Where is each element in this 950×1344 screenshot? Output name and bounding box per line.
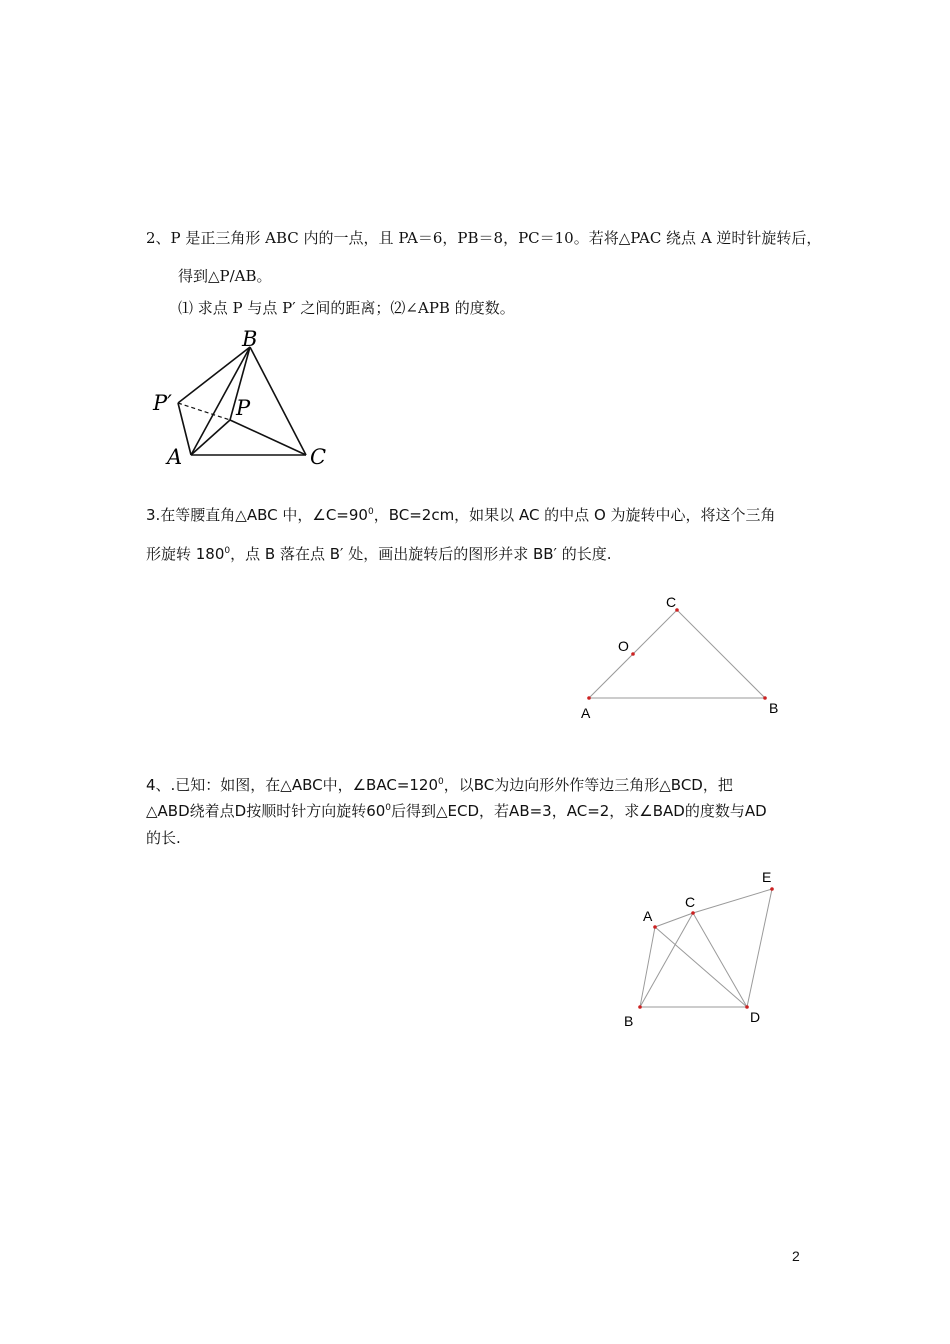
point-b: [638, 1005, 642, 1009]
edge-cb: [677, 610, 765, 698]
problem-2-questions: ⑴ 求点 P 与点 P′ 之间的距离；⑵∠APB 的度数。: [178, 299, 515, 317]
point-o: [631, 652, 635, 656]
problem-4-statement: 4、.已知：如图，在△ABC中，$\angle BAC=120^0$，以BC为边向形外作等边三角形△BCD，把: [146, 776, 733, 794]
problem-3-statement-cont: 形旋转 $180^0$，点 B 落在点 B′ 处，画出旋转后的图形并求 BB′ 的长度.: [146, 545, 612, 563]
point-d: [745, 1005, 749, 1009]
edge-ed: [747, 889, 772, 1007]
point-b: [763, 696, 767, 700]
label-b: B: [624, 1013, 634, 1029]
point-e: [770, 887, 774, 891]
edge-cd: [693, 913, 747, 1007]
label-a: A: [643, 908, 653, 924]
point-c: [691, 911, 695, 915]
problem-3-statement: 3.在等腰直角△ABC 中，$\angle C=90^0$，BC=2cm，如果以 AC 的中点 O 为旋转中心，将这个三角: [146, 506, 776, 524]
problem-2-statement: 2、P 是正三角形 ABC 内的一点，且 PA＝6，PB＝8，PC＝10。若将△PAC 绕点 A 逆时针旋转后，: [146, 229, 822, 247]
problem-3-figure: [570, 590, 800, 730]
problem-2-figure: [140, 320, 340, 480]
edge-ap: [191, 420, 230, 455]
point-a: [653, 925, 657, 929]
edge-ce: [693, 889, 772, 913]
edge-bc: [640, 913, 693, 1007]
label-o: O: [618, 638, 629, 654]
label-a: A: [167, 445, 183, 469]
edge-ac: [655, 913, 693, 927]
label-c: C: [685, 894, 696, 910]
edge-ab: [640, 927, 655, 1007]
label-c: C: [666, 594, 677, 610]
edge-bp-prime: [178, 347, 250, 403]
problem-4-statement-end: 的长.: [146, 829, 181, 847]
edge-bc: [250, 347, 306, 455]
point-a: [587, 696, 591, 700]
problem-2-statement-cont: 得到△P/AB。: [178, 267, 272, 285]
label-e: E: [762, 869, 772, 885]
label-a: A: [581, 705, 591, 721]
edge-pp-prime-dashed: [178, 403, 230, 420]
problem-4-statement-cont: △ABD绕着点D按顺时针方向旋转$60^0$后得到△ECD，若AB=3，AC=2，求∠BAD的度数与AD: [146, 802, 767, 820]
label-b: B: [769, 700, 779, 716]
label-p: P: [236, 396, 251, 420]
edge-ad: [655, 927, 747, 1007]
label-b: B: [242, 327, 258, 351]
page-number: 2: [792, 1248, 800, 1264]
label-d: D: [750, 1009, 761, 1025]
edge-cp: [230, 420, 306, 455]
problem-4-figure: [610, 860, 800, 1040]
label-c: C: [310, 445, 327, 469]
label-p-prime: P′: [153, 391, 172, 415]
